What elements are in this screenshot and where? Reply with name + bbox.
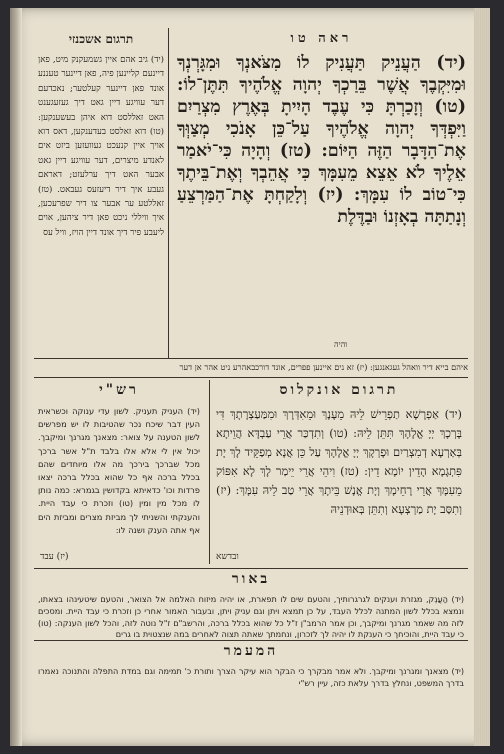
targum-ashkenazi-title: תרגום אשכנזי bbox=[68, 32, 134, 46]
targum-ashkenazi-text: (יד) גיב אהם איין גשמעקנק מיט, פאן דיינעם קליינען פיה, פאן דיינער טעננע אונד פאן דיינער קעלטער; נאכדעם דער עוויגע דיין גאט דיך געזעגענט האט זאללסט דוא איהן בעשענקען: (טו) דוא זאלסט בעדענקען, דאס דוא אויך איין קנעכט געוועזען ביזט אים לאנדע מיצרים, דער עוויגע דיין גאט אבער האט דיך ערלעזט; דאראם געבע איך דיר דיעזעס געבאט. (טז) זאללטע ער אבער צו דיר שפרעכען, איך וויללי ניכט פאן דיר ציהען, אוים ליעבע פיר דיך אונד דיין הויז, וויל עס bbox=[38, 55, 164, 238]
beur-title: באור bbox=[231, 571, 271, 587]
targum-ashkenazi-column bbox=[34, 28, 169, 358]
top-section bbox=[34, 28, 468, 358]
meamer-text: (יד) מצאנך ומגרנך ומיקבך. ולא אמר מבקרך כי הבקר הוא עיקר הצרך ותורת כ' תמימה וגם במדת התפלה והתנוכה נאמרו בדרך המשפט, ונחלץ בדרך עלאת כזה, עיין רש"י bbox=[38, 666, 464, 688]
beur-text: (יד) הַעֲנֵק, מגזרת וענקים לגרגרותיך, והטעם שים לו תפארת, או יהיה מיזוח האלמה אל הצואר, והטעם שיטעינהו בצאתו, ונמצא בכלל לשון המתנה לכלל העבד, על כן תמצא ויתן וגם עניק ויתן, ובעבור האמור אחרי כן וזכרת כי עבד היית. ומסכים לזה מה שאמר מגרנך ומיקבך, וכן אמר הרמב"ן ז"ל כל שהוא בכלל ברכה, והרשב"ם ז"ל נוטה לזה, והכל לשון הענקה: (טו) כי עבד היית, והוכיחך כי הענקת לו יהיה לך לזכרון, ונחמתך שאתה תצוה לאחרים במה שנצטוית בו גרים bbox=[38, 594, 464, 640]
torah-text: (יד) הַעֲנֵיק תַּעֲנִיק לוֹ מִצֹּאנְךָ וּמִגָּרְנְךָ וּמִיִּקְבֶךָ אֲשֶׁר בֵּרַכְךָ יְהוָה אֱלֹהֶיךָ תִּתֶּן־לוֹ: (טו) וְזָכַרְתָּ כִּי עֶבֶד הָיִיתָ בְּאֶרֶץ מִצְרַיִם וַיִּפְדְּךָ יְהוָה אֱלֹהֶיךָ עַל־כֵּן אָנֹכִי מְצַוְּךָ אֶת־הַדָּבָר הַזֶּה הַיּוֹם: (טז) וְהָיָה כִּי־יֹאמַר אֵלֶיךָ לֹא אֵצֵא מֵעִמָּךְ כִּי אֲהֵבְךָ וְאֶת־בֵּיתֶךָ כִּי־טוֹב לוֹ עִמָּךְ: (יז) וְלָקַחְתָּ אֶת־הַמַּרְצֵעַ וְנָתַתָּה בְאָזְנוֹ וּבַדֶּלֶת bbox=[177, 53, 466, 227]
rashi-text: (יד) העניק תעניק. לשון עדי ענוקה וכשראית העין דבר שיכח נכר שהטיבות לו יש מפרשים לשון הטענה על צואר: מצאנך מגרנך ומיקבך. יכול אין לי אלא אלו בלבד ת"ל אשר ברכך מכל שברכך בירכך מה אלו מיוחדים שהם בכלל ברכה אף כל שהוא בכלל ברכה יצאו פרדות וכו' כדאיתא בקדושין בגמרא: כמה נותן לו מכל מין ומין (טו) וזכרת כי עבד היית. והענקתי והשניתי לך מביזת מצרים ומביזת הים אף אתה הענק ושנה לו: bbox=[38, 406, 200, 535]
book-page bbox=[10, 8, 490, 746]
page-edges bbox=[474, 8, 490, 746]
meamer-section bbox=[34, 640, 468, 705]
book-spine bbox=[10, 8, 22, 746]
running-head-parsha: ראה טו bbox=[290, 31, 353, 46]
rashi-column bbox=[34, 380, 204, 564]
page-content bbox=[34, 28, 468, 728]
onkelos-catchword: ובדשא bbox=[216, 552, 239, 562]
commentary-section bbox=[34, 380, 468, 564]
onkelos-text: (יד) אַפְרָשָׁא תַפְרֵישׁ לֵיהּ מֵעָנָךְ וּמֵאִדְּרָךְ וּמִמַּעַצְרָתָךְ דִּי בָּרְכָךְ יְיָ אֱלָהָךְ תִּתֵּן לֵיהּ: (טו) וְתִדְכַּר אֲרֵי עַבְדָּא הֲוֵיתָא בְּאַרְעָא דְמִצְרַיִם וּפָרְקָךְ יְיָ אֱלָהָךְ עַל כֵּן אֲנָא מְפַקֵּיד לָךְ יָת פִּתְגָמָא הָדֵין יוֹמָא דֵין: (טז) וִיהֵי אֲרֵי יֵימַר לָךְ לָא אִפּוֹק מֵעִמָּךְ אֲרֵי רָחֵימָךְ וְיָת אֱנָשׁ בֵּיתָךְ אֲרֵי טַב לֵיהּ עִמָּךְ: (יז) וְתִסַּב יָת מַרְצְעָא וְתִתֵּן בְּאוּדְנֵיהּ bbox=[216, 407, 462, 516]
rashi-catchword: (יז) עבד bbox=[40, 552, 69, 562]
rashi-title: רש"י bbox=[99, 382, 139, 398]
targum-continuation-line: איהם בייא דיר וואהל געגאנגען: (יז) זא נים איינען פפרים, אונד דורכבאהרע ניט אהר אן דער bbox=[34, 358, 468, 378]
main-text-column bbox=[175, 28, 468, 358]
meamer-title: המעמר bbox=[223, 643, 279, 659]
onkelos-column bbox=[209, 380, 468, 564]
catchword-main: והיה bbox=[334, 340, 348, 349]
beur-section bbox=[34, 568, 468, 640]
onkelos-title: תרגום אונקלוס bbox=[279, 382, 399, 398]
